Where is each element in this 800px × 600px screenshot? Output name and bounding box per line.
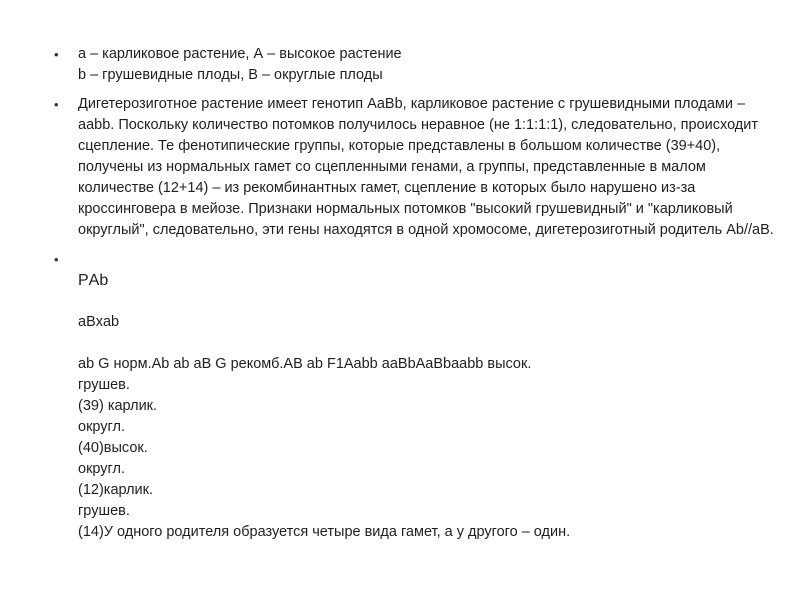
gametes-offspring-line: ab G норм.Ab ab aB G рекомб.AB ab F1Aabb aaBbAaBbaabb высок. xyxy=(78,356,532,372)
allele-line-height: • a – карликовое растение, А – высокое растение xyxy=(78,46,402,62)
phenotype-line-4: (40)высок. xyxy=(78,440,148,456)
phenotype-line-2: (39) карлик. xyxy=(78,398,158,414)
bullet-explanation xyxy=(78,94,778,241)
phenotype-line-1: грушев. xyxy=(78,377,130,393)
gametes-conclusion-line: (14)У одного родителя образуется четыре вида гамет, а у другого – один. xyxy=(78,524,571,540)
explanation-text: • Дигетерозиготное растение имеет генотип AaBb, карликовое растение с грушевидными плодами – aabb. Поскольку количество потомков получилось неравное (не 1:1:1:1), следовательно, происходит сцепление. Те фенотипические группы, которые представлены в большом количестве (39+40), получены из нормальных гамет со сцепленными генами, а группы, представленные в малом количестве (12+14) – из рекомбинантных гамет, сцепление в которых было нарушено из-за кроссинговера в мейозе. Признаки нормальных потомков "высокий грушевидный" и "карликовый округлый", следовательно, эти гены находятся в одной хромосоме, дигетерозиготный родитель Ab//aB. xyxy=(78,96,774,238)
slide-content xyxy=(78,44,778,551)
allele-line-fruit: b – грушевидные плоды, B – округлые плоды xyxy=(78,67,383,83)
phenotype-line-3: округл. xyxy=(78,419,126,435)
cross-line: aBxab xyxy=(78,314,120,330)
phenotype-line-7: грушев. xyxy=(78,503,130,519)
phenotype-line-5: округл. xyxy=(78,461,126,477)
bullet-cross-scheme xyxy=(78,249,778,543)
bullet-allele-notation xyxy=(78,44,778,86)
parent-genotype-line: • РAb xyxy=(78,272,109,289)
phenotype-line-6: (12)карлик. xyxy=(78,482,154,498)
